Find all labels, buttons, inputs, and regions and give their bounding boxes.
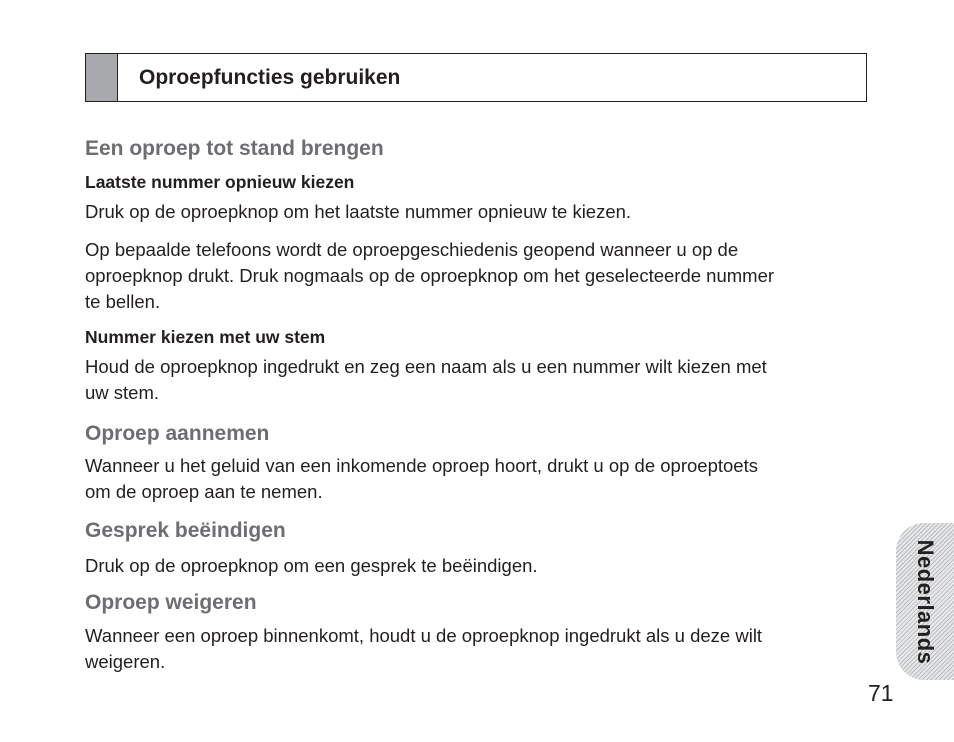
heading-answer-call: Oproep aannemen [85, 422, 270, 445]
language-side-tab [896, 523, 954, 680]
paragraph-redial: Druk op de oproepknop om het laatste nummer opnieuw te kiezen. [85, 201, 632, 222]
paragraph-reject-call [85, 623, 875, 675]
main-content [85, 135, 875, 675]
paragraph-line: Op bepaalde telefoons wordt de oproepgeschiedenis geopend wanneer u op de [85, 239, 739, 260]
paragraph-answer-call [85, 453, 875, 505]
section-header [85, 53, 867, 102]
language-label: Nederlands [913, 539, 938, 664]
subheading-redial: Laatste nummer opnieuw kiezen [85, 172, 355, 192]
subheading-voice-dial: Nummer kiezen met uw stem [85, 327, 326, 347]
paragraph-call-history [85, 237, 875, 315]
heading-reject-call: Oproep weigeren [85, 591, 257, 614]
paragraph-line: weigeren. [85, 651, 166, 672]
heading-end-call: Gesprek beëindigen [85, 519, 286, 542]
paragraph-line: om de oproep aan te nemen. [85, 481, 323, 502]
paragraph-line: te bellen. [85, 291, 161, 312]
paragraph-line: Houd de oproepknop ingedrukt en zeg een naam als u een nummer wilt kiezen met [85, 356, 767, 377]
page-title: Oproepfuncties gebruiken [139, 66, 401, 89]
paragraph-line: uw stem. [85, 382, 160, 403]
paragraph-end-call: Druk op de oproepknop om een gesprek te beëindigen. [85, 555, 538, 576]
page-number: 71 [868, 680, 894, 706]
heading-call-setup: Een oproep tot stand brengen [85, 137, 384, 160]
paragraph-line: Wanneer u het geluid van een inkomende oproep hoort, drukt u op de oproeptoets [85, 455, 758, 476]
paragraph-line: oproepknop drukt. Druk nogmaals op de oproepknop om het geselecteerde nummer [85, 265, 775, 286]
header-tab-marker [86, 54, 118, 101]
paragraph-voice-dial [85, 354, 875, 406]
paragraph-line: Wanneer een oproep binnenkomt, houdt u de oproepknop ingedrukt als u deze wilt [85, 625, 763, 646]
